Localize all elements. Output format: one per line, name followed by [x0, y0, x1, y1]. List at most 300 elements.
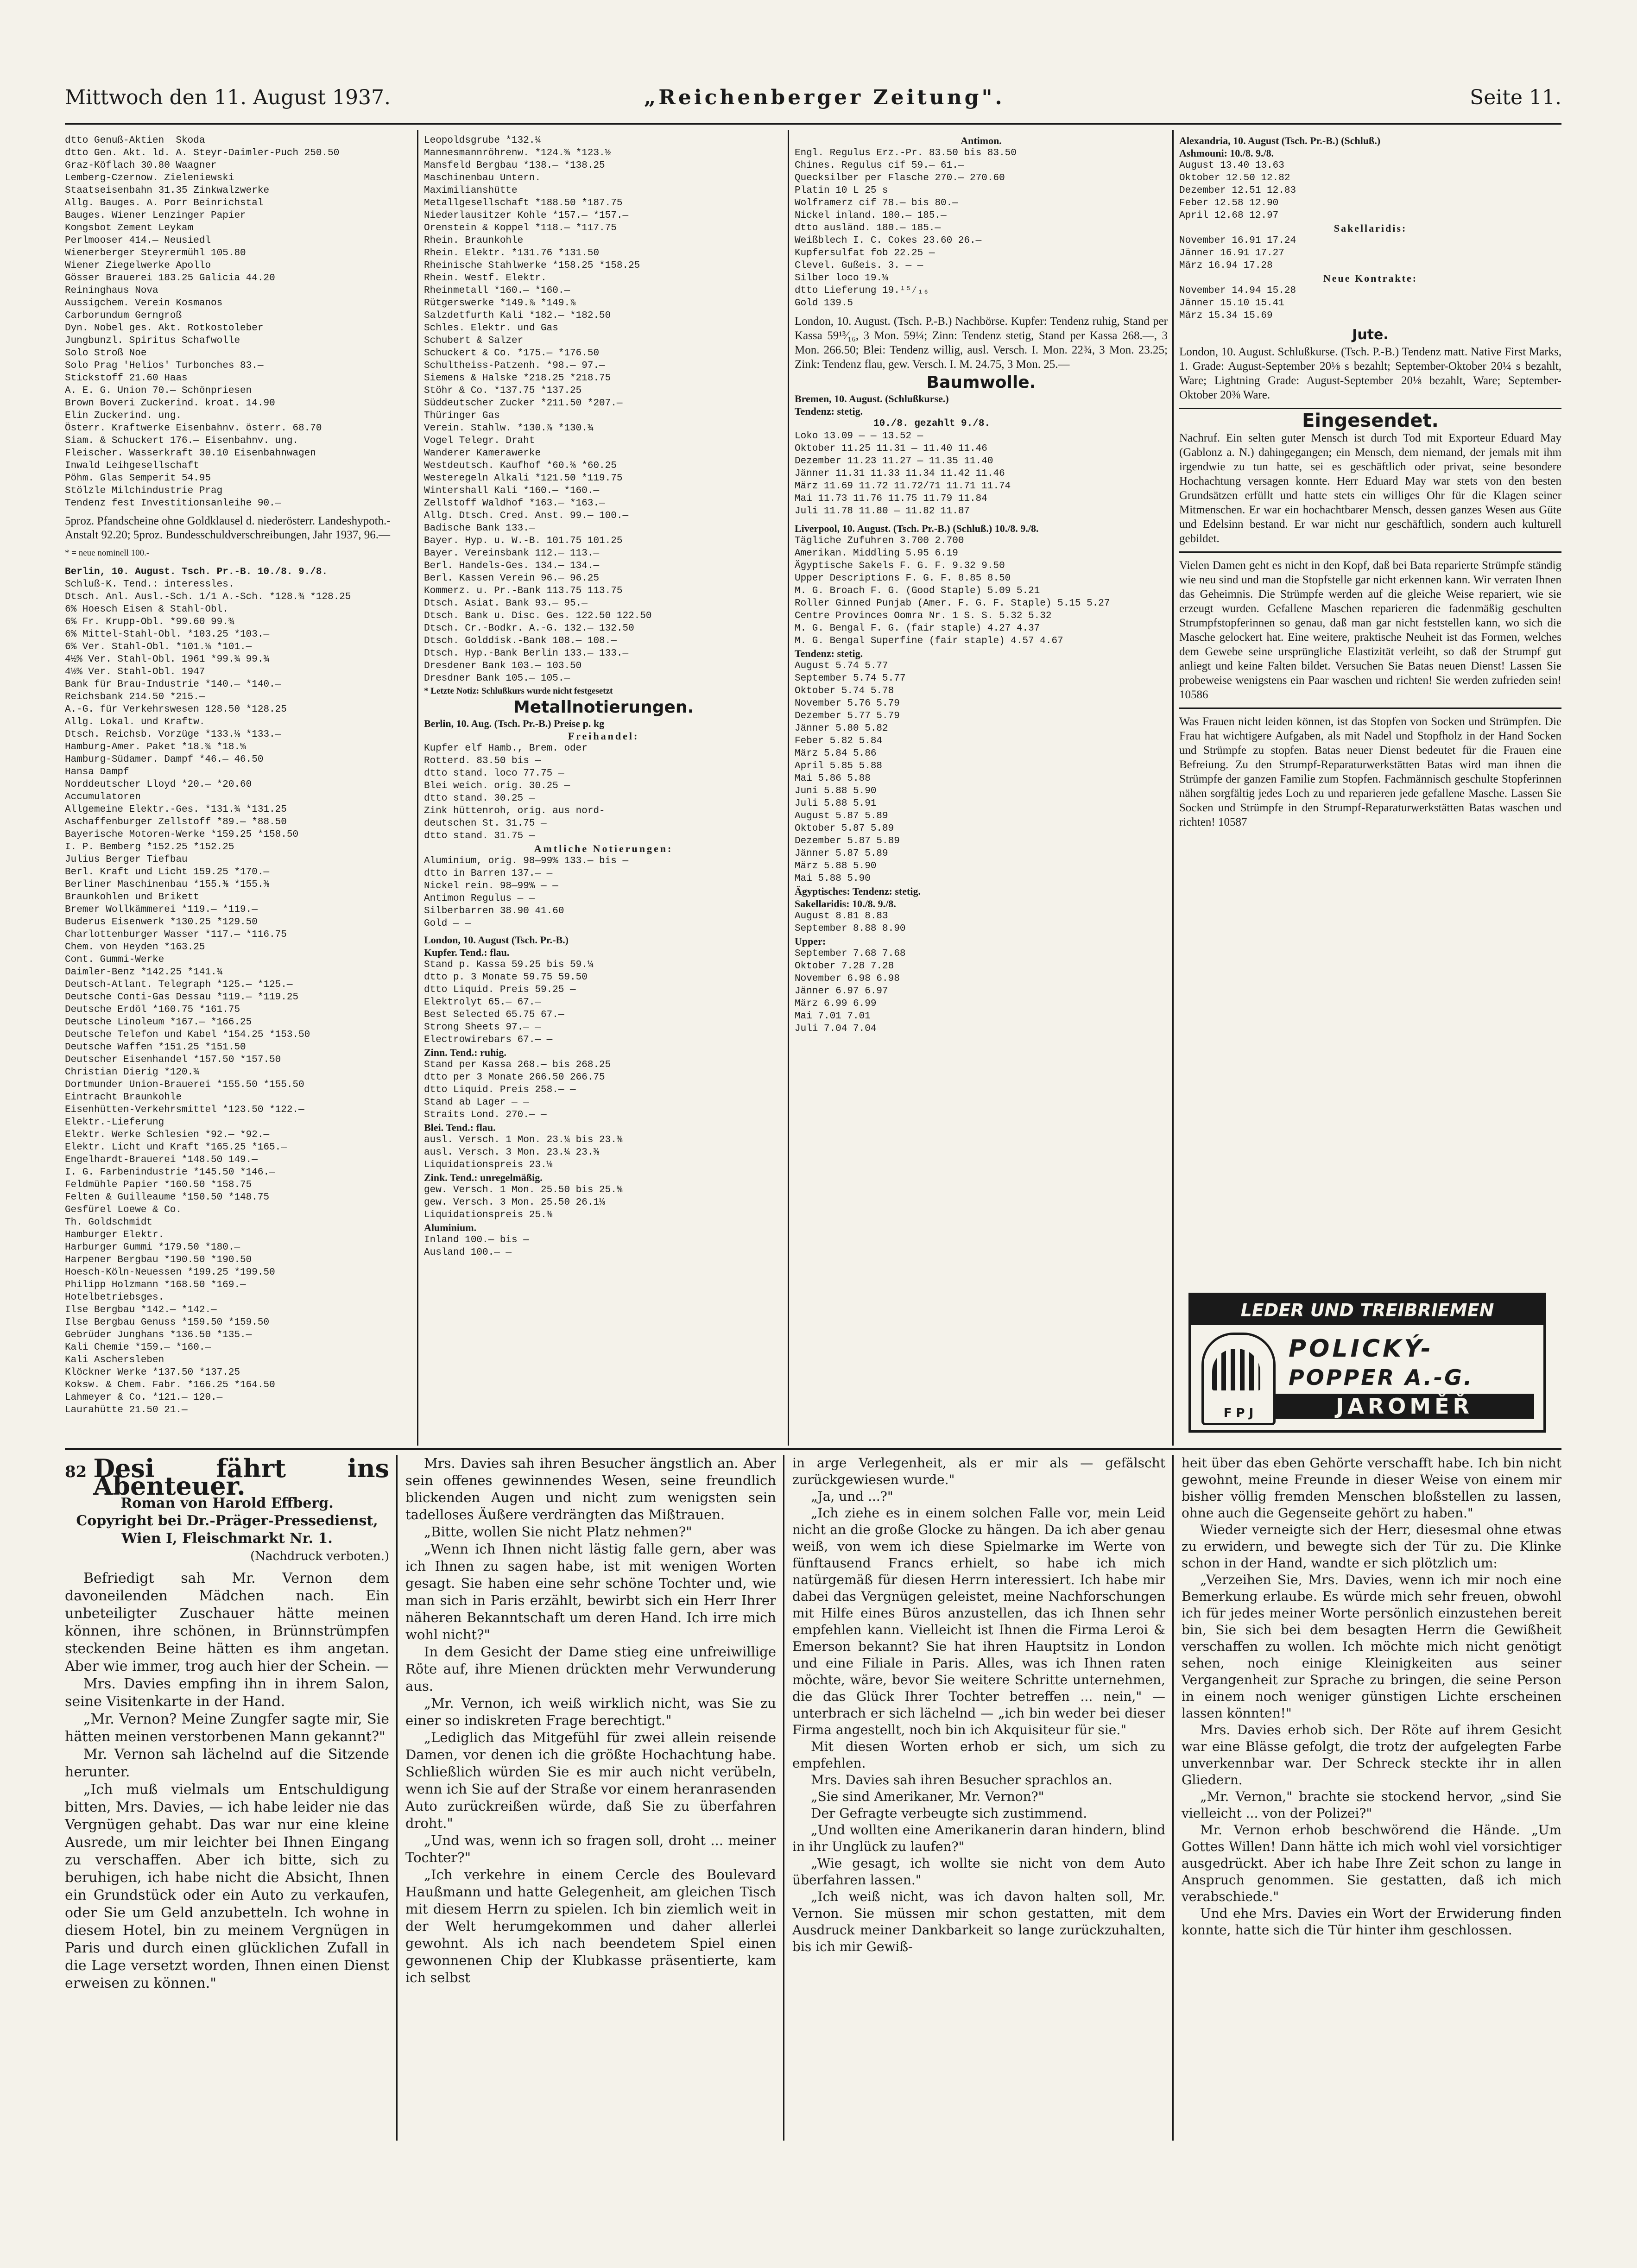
blei-label: Blei. Tend.: flau.: [424, 1122, 496, 1133]
metal-list-c: [424, 959, 783, 1046]
table-row: 4½% Ver. Stahl-Obl. 1947: [65, 667, 205, 677]
metal-list-d: [424, 1059, 783, 1121]
table-row: Laurahütte 21.50 21.—: [65, 1405, 188, 1415]
table-row: 6% Fr. Krupp-Obl. *99.60 99.¾: [65, 617, 234, 627]
table-row: A. E. G. Union 70.— Schönpriesen: [65, 385, 252, 396]
table-row: Gold 139.5: [795, 298, 853, 309]
table-row: dtto Lieferung 19.¹⁵⁄₁₆: [795, 285, 929, 296]
table-row: Leopoldsgrube *132.¼: [424, 135, 541, 146]
table-row: November 16.91 17.24: [1179, 235, 1296, 246]
aluminium-label: Aluminium.: [424, 1222, 477, 1233]
column-1: [65, 134, 410, 1446]
novel-paragraph: heit über das eben Gehörte verschafft habe. Ich bin nicht gewohnt, meine Freunde in dieser Weise von einem mir bisher völlig fremden Menschen bloßstellen zu lassen, ohne auch die Gegenseite gehört zu haben.": [1182, 1455, 1561, 1521]
table-row: Ausland 100.— —: [424, 1247, 512, 1258]
table-row: Kali Aschersleben: [65, 1355, 164, 1365]
novel-paragraph: „Sie sind Amerikaner, Mr. Vernon?": [811, 1789, 1044, 1804]
table-row: Oktober 5.74 5.78: [795, 686, 894, 696]
novel-paragraph: Wieder verneigte sich der Herr, diesesmal ohne etwas zu erwidern, und bewegte sich der Tür zu. Die Klinke schon in der Hand, wandte er sich plötzlich um:: [1182, 1522, 1561, 1571]
table-row: Süddeutscher Zucker *211.50 *207.—: [424, 398, 623, 409]
table-row: Stand per Kassa 268.— bis 268.25: [424, 1060, 611, 1070]
table-row: Nickel inland. 180.— 185.—: [795, 210, 947, 221]
table-row: I. P. Bemberg *152.25 *152.25: [65, 842, 234, 853]
table-row: Badische Bank 133.—: [424, 523, 535, 534]
table-row: März 15.34 15.69: [1179, 310, 1273, 321]
table-row: Brown Boveri Zuckerind. kroat. 14.90: [65, 398, 275, 409]
table-row: Oktober 12.50 12.82: [1179, 173, 1290, 183]
table-row: Jänner 11.31 11.33 11.34 11.42 11.46: [795, 468, 1005, 479]
table-row: Norddeutscher Lloyd *20.— *20.60: [65, 779, 252, 790]
novel-paragraph: „Ich weiß nicht, was ich davon halten soll, Mr. Vernon. Sie müssen mir schon gestatten, mit dem Ausdruck meiner Dankbarkeit so lange zurückzuhalten, bis ich mir Gewiß-: [792, 1889, 1165, 1954]
last-quote-note: * Letzte Notiz: Schlußkurs wurde nicht festgesetzt: [424, 686, 613, 696]
table-row: Wiener Ziegelwerke Apollo: [65, 260, 211, 271]
table-row: April 12.68 12.97: [1179, 210, 1279, 221]
table-row: Hamburger Elektr.: [65, 1230, 164, 1240]
upper-list: [795, 948, 1168, 1035]
table-row: Weißblech I. C. Cokes 23.60 26.—: [795, 235, 982, 246]
table-row: Deutsche Conti-Gas Dessau *119.— *119.25: [65, 992, 299, 1003]
table-row: Siemens & Halske *218.25 *218.75: [424, 373, 611, 384]
table-row: deutschen St. 31.75 —: [424, 818, 547, 829]
novel-paragraph: „Wenn ich Ihnen nicht lästig falle gern, aber was ich Ihnen zu sagen habe, ist mit wenigen Worten gesagt. Sie haben eine sehr schöne Tochter und, wie man sich in Paris erzählt, bewirbt sich ein Herr Ihrer näheren Bekanntschaft um deren Hand. Ich irre mich wohl nicht?": [405, 1541, 776, 1643]
table-row: Accumulatoren: [65, 792, 141, 802]
table-row: Kali Chemie *159.— *160.—: [65, 1342, 211, 1353]
table-row: September 5.74 5.77: [795, 673, 906, 684]
table-row: Upper Descriptions F. G. F. 8.85 8.50: [795, 573, 1011, 584]
table-row: Jänner 5.80 5.82: [795, 723, 888, 734]
table-row: Gold — —: [424, 918, 471, 929]
table-row: Metallgesellschaft *188.50 *187.75: [424, 198, 623, 208]
table-row: Schubert & Salzer: [424, 335, 524, 346]
table-row: Stöhr & Co. *137.75 *137.25: [424, 385, 582, 396]
table-row: Thüringer Gas: [424, 411, 500, 421]
table-row: Harpener Bergbau *190.50 *190.50: [65, 1255, 252, 1265]
table-row: Stickstoff 21.60 Haas: [65, 373, 188, 384]
zinn-label: Zinn. Tend.: ruhig.: [424, 1047, 506, 1058]
new-contracts-list: [1179, 284, 1561, 322]
novel-rule-3: [1172, 1455, 1174, 2141]
table-row: Mai 11.73 11.76 11.75 11.79 11.84: [795, 493, 987, 504]
leather-belt-ad: [1188, 1293, 1546, 1433]
table-row: Carborundum Gerngroß: [65, 310, 182, 321]
table-row: Dortmunder Union-Brauerei *155.50 *155.50: [65, 1080, 304, 1090]
novel-title: Desi fährt ins Abenteuer.: [93, 1453, 389, 1501]
table-row: Th. Goldschmidt: [65, 1217, 153, 1228]
table-row: Felten & Guilleaume *150.50 *148.75: [65, 1192, 270, 1203]
ad-band: LEDER UND TREIBRIEMEN: [1191, 1295, 1543, 1325]
table-row: Dresdner Bank 105.— 105.—: [424, 673, 570, 684]
table-row: 4½% Ver. Stahl-Obl. 1961 *99.¾ 99.¾: [65, 654, 270, 665]
table-row: Blei weich. orig. 30.25 —: [424, 781, 570, 791]
table-row: Strong Sheets 97.— —: [424, 1022, 541, 1033]
new-contracts-header: Neue Kontrakte:: [1323, 272, 1418, 284]
table-row: Bank für Brau-Industrie *140.— *140.—: [65, 679, 281, 690]
table-row: dtto stand. 30.25 —: [424, 793, 535, 804]
table-row: dtto p. 3 Monate 59.75 59.50: [424, 972, 588, 983]
table-row: gew. Versch. 3 Mon. 25.50 26.1⅛: [424, 1197, 605, 1208]
table-row: Kupfer elf Hamb., Brem. oder: [424, 743, 588, 754]
novel-paragraph: „Verzeihen Sie, Mrs. Davies, wenn ich mir noch eine Bemerkung erlaube. Es würde mich sehr freuen, obwohl ich für jedes meiner Worte persönlich einzustehen bereit bin, Sie sich bei dem besagten Herrn die Gewißheit verschaffen zu wollen. Ich möchte mich nicht genötigt sehen, noch einige Kleinigkeiten aus seiner Vergangenheit zur Sprache zu bringen, die seine Person in einem noch weniger günstigen Lichte erscheinen lassen könnten!": [1182, 1572, 1561, 1721]
novel-paragraph: Mr. Vernon sah lächelnd auf die Sitzende herunter.: [65, 1746, 389, 1780]
table-row: dtto Liquid. Preis 59.25 —: [424, 985, 576, 995]
novel-paragraph: Mrs. Davies empfing ihn in ihrem Salon, seine Visitenkarte in der Hand.: [65, 1676, 389, 1710]
table-row: Staatseisenbahn 31.35 Zinkwalzwerke: [65, 185, 270, 196]
table-row: ausl. Versch. 3 Mon. 23.¼ 23.⅜: [424, 1147, 600, 1158]
table-row: Allg. Dtsch. Cred. Anst. 99.— 100.—: [424, 511, 629, 521]
column-rule-3: [1172, 130, 1174, 1446]
table-row: Oktober 11.25 11.31 — 11.40 11.46: [795, 443, 987, 454]
table-row: Elektrolyt 65.— 67.—: [424, 997, 541, 1008]
novel-paragraph: „Ich muß vielmals um Entschuldigung bitten, Mrs. Davies, — ich habe leider nie das Vergnügen gehabt. Das war nur eine kleine Ausrede, um mir leichter bei Ihnen Eingang zu verschaffen. Aber ich bitte, sich zu beruhigen, ich habe nicht die Absicht, Ihnen ein Grundstück oder ein Auto zu verkaufen, oder Sie um Geld anzubetteln. Ich wohne in diesem Hotel, bin zu meinem Vergnügen in Paris und durch einen glücklichen Zufall in die Lage versetzt worden, Ihnen einen Dienst erweisen zu können.": [65, 1782, 389, 1991]
table-row: gew. Versch. 1 Mon. 25.50 bis 25.⅝: [424, 1185, 623, 1195]
novel-paragraph: „Wie gesagt, ich wollte sie nicht von dem Auto überfahren lassen.": [792, 1856, 1165, 1888]
table-row: Koksw. & Chem. Fabr. *166.25 *164.50: [65, 1380, 275, 1390]
table-row: Stand p. Kassa 59.25 bis 59.¼: [424, 960, 594, 970]
table-row: Aussigchem. Verein Kosmanos: [65, 298, 223, 309]
bremen-columns: 10./8. gezahlt 9./8.: [873, 418, 991, 429]
novel-paragraph: „Ja, und ...?": [811, 1489, 893, 1504]
table-row: Juli 5.88 5.91: [795, 798, 877, 809]
novel-paragraph: „Lediglich das Mitgefühl für zwei allein reisende Damen, vor denen ich die größte Hochachtung habe. Schließlich würden Sie es mir auch nicht verübeln, wenn ich Sie auf der Straße vor einem heranrasenden Auto zurückreißen würde, daß Sie zu überfahren droht.": [405, 1730, 776, 1831]
sakell-list: [1179, 234, 1561, 272]
stock-list-berlin: [65, 578, 410, 1416]
table-row: Dtsch. Reichsb. Vorzüge *133.⅛ *133.—: [65, 729, 281, 740]
table-row: Mai 7.01 7.01: [795, 1011, 871, 1022]
table-row: Juni 5.88 5.90: [795, 786, 877, 796]
ad-city: JAROMĚŘ: [1275, 1394, 1534, 1419]
table-row: Dezember 12.51 12.83: [1179, 185, 1296, 196]
table-row: Pöhm. Glas Semperit 54.95: [65, 473, 211, 484]
table-row: dtto ausländ. 180.— 185.—: [795, 223, 941, 234]
table-row: März 5.88 5.90: [795, 861, 877, 872]
novel-paragraph: „Ich verkehre in einem Cercle des Boulevard Haußmann und hatte Gelegenheit, am gleichen Tisch mit diesem Herrn zu spielen. Ich bin ziemlich weit in der Welt herumgekommen und daher allerlei gewohnt. Als ich nach beendetem Spiel einen gewonnenen Chip der Klubkasse präsentierte, kam ich selbst: [405, 1867, 776, 1985]
table-row: Ägyptische Sakels F. G. F. 9.32 9.50: [795, 561, 1005, 571]
header-date: Mittwoch den 11. August 1937.: [65, 86, 391, 109]
alexandria-header: Alexandria, 10. August (Tsch. Pr.-B.) (Schluß.): [1179, 135, 1381, 146]
table-row: Wienerberger Steyrermühl 105.80: [65, 248, 246, 259]
sakell-header: Sakellaridis:: [1334, 222, 1407, 234]
table-row: Rheinmetall *160.— *160.—: [424, 285, 570, 296]
table-row: Cont. Gummi-Werke: [65, 954, 164, 965]
ad-logo-text: F P J: [1223, 1406, 1254, 1420]
table-row: dtto stand. 31.75 —: [424, 831, 535, 841]
liverpool-tendency: Tendenz: stetig.: [795, 648, 863, 659]
table-row: Deutsche Waffen *151.25 *151.50: [65, 1042, 246, 1053]
table-row: Amerikan. Middling 5.95 6.19: [795, 548, 958, 559]
table-row: Silberbarren 38.90 41.60: [424, 906, 564, 916]
table-row: Engelhardt-Brauerei *148.50 149.—: [65, 1155, 258, 1165]
table-row: ausl. Versch. 1 Mon. 23.¼ bis 23.⅜: [424, 1135, 623, 1145]
table-row: Deutsch-Atlant. Telegraph *125.— *125.—: [65, 979, 293, 990]
section-rule: [65, 1448, 1561, 1450]
table-row: Juli 11.78 11.80 — 11.82 11.87: [795, 506, 970, 517]
table-row: November 14.94 15.28: [1179, 285, 1296, 296]
table-row: dtto Liquid. Preis 258.— —: [424, 1085, 576, 1095]
table-row: Klöckner Werke *137.50 *137.25: [65, 1367, 240, 1378]
jute-text: London, 10. August. Schlußkurse. (Tsch. P.-B.) Tendenz matt. Native First Marks, 1. Grade: August-September 20⅛ s bezahlt; September-Oktober 20¼ s bezahlt, Ware; Lightning Grade: August-September 20⅛ bezahlt, Ware; September-Oktober 20⅜ Ware.: [1179, 346, 1561, 401]
table-row: Solo Stroß Noe: [65, 348, 147, 359]
novel-paragraph: Mit diesen Worten erhob er sich, um sich zu empfehlen.: [792, 1739, 1165, 1771]
eingesendet-title: Eingesendet.: [1302, 410, 1439, 431]
table-row: Bayer. Vereinsbank 112.— 113.—: [424, 548, 600, 559]
novel-subtitle: Roman von Harold Effberg.: [120, 1495, 334, 1511]
table-row: Allg. Bauges. A. Porr Beinrichstal: [65, 198, 264, 208]
table-row: Dtsch. Cr.-Bodkr. A.-G. 132.— 132.50: [424, 623, 634, 634]
table-row: März 6.99 6.99: [795, 998, 877, 1009]
table-row: März 11.69 11.72 11.72/71 11.71 11.74: [795, 481, 1011, 492]
table-row: Rotterd. 83.50 bis —: [424, 756, 541, 766]
table-row: Clevel. Gußeis. 3. — —: [795, 260, 923, 271]
table-row: Philipp Holzmann *168.50 *169.—: [65, 1280, 246, 1290]
metal-london-header: London, 10. August (Tsch. Pr.-B.): [424, 934, 569, 946]
sakellaridis-header: Sakellaridis: 10./8. 9./8.: [795, 898, 896, 910]
novel-paragraph: Mrs. Davies sah ihren Besucher ängstlich an. Aber sein offenes gewinnendes Wesen, seine freundlich blickenden Augen und nicht zum wenigsten sein tadelloses Äußere verdrängten das Mißtrauen.: [405, 1455, 776, 1523]
table-row: Charlottenburger Wasser *117.— *116.75: [65, 929, 287, 940]
table-row: Dezember 5.77 5.79: [795, 711, 900, 721]
table-row: Chines. Regulus cif 59.— 61.—: [795, 160, 964, 171]
table-row: Bayer. Hyp. u. W.-B. 101.75 101.25: [424, 536, 623, 546]
novel-column-1: [65, 1453, 389, 2145]
table-row: Loko 13.09 — — 13.52 —: [795, 431, 923, 442]
table-row: Best Selected 65.75 67.—: [424, 1010, 564, 1020]
table-row: Fleischer. Wasserkraft 30.10 Eisenbahnwagen: [65, 448, 316, 459]
bremen-tendency: Tendenz: stetig.: [795, 405, 863, 417]
table-row: Daimler-Benz *142.25 *141.¾: [65, 967, 223, 978]
table-row: Julius Berger Tiefbau: [65, 854, 188, 865]
ad-company-line-2: POPPER A.-G.: [1289, 1365, 1474, 1390]
table-row: 6% Mittel-Stahl-Obl. *103.25 *103.—: [65, 629, 270, 640]
table-row: Feber 5.82 5.84: [795, 736, 883, 746]
novel-column-2: [405, 1455, 776, 2141]
table-row: Bremer Wollkämmerei *119.— *119.—: [65, 904, 258, 915]
london-aftermarket-text: London, 10. August. (Tsch. P.-B.) Nachbörse. Kupfer: Tendenz ruhig, Stand per Kassa 59¹³⁄₁₆, 3 Mon. 59¼; Zinn: Tendenz stetig, Stand per Kassa 268.—, 3 Mon. 266.50; Blei: Tendenz willig, ausl. Versch. I. Mon. 22¾, 3 Mon. 23.25; Zink: Tendenz flau, gew. Versch. I. M. 24.75, 3 Mon. 25.—: [795, 315, 1168, 371]
table-row: August 5.87 5.89: [795, 811, 888, 821]
table-row: Westdeutsch. Kaufhof *60.⅜ *60.25: [424, 461, 617, 471]
table-row: Schles. Elektr. und Gas: [424, 323, 558, 334]
column-rule-1: [417, 130, 418, 1446]
liverpool-list: [795, 535, 1168, 647]
table-row: dtto stand. loco 77.75 —: [424, 768, 564, 779]
table-row: Hamburg-Südamer. Dampf *46.— 46.50: [65, 754, 264, 765]
table-row: Stand ab Lager — —: [424, 1097, 529, 1108]
freihandel-label: Freihandel:: [568, 730, 639, 742]
table-row: Lemberg-Czernow. Zieleniewski: [65, 173, 234, 183]
table-row: Eisenhütten-Verkehrsmittel *123.50 *122.—: [65, 1105, 304, 1115]
table-row: Roller Ginned Punjab (Amer. F. G. F. Staple) 5.15 5.27: [795, 598, 1110, 609]
table-row: Jänner 15.10 15.41: [1179, 298, 1284, 309]
table-row: Deutsche Telefon und Kabel *154.25 *153.50: [65, 1030, 310, 1040]
column-3: [795, 134, 1168, 1446]
table-row: Stölzle Milchindustrie Prag: [65, 486, 223, 496]
table-row: September 8.88 8.90: [795, 923, 906, 934]
novel-paragraph: „Mr. Vernon," brachte sie stockend hervor, „sind Sie vielleicht ... von der Polizei?": [1182, 1789, 1561, 1821]
bata-rule: [1179, 708, 1561, 709]
novel-rule-2: [783, 1455, 784, 2141]
table-row: Maschinenbau Untern.: [424, 173, 541, 183]
ashmouni-header: Ashmouni: 10./8. 9./8.: [1179, 147, 1274, 159]
table-row: Rhein. Westf. Elektr.: [424, 273, 547, 284]
table-row: dtto Genuß-Aktien Skoda: [65, 135, 205, 146]
table-row: Engl. Regulus Erz.-Pr. 83.50 bis 83.50: [795, 148, 1017, 158]
column-4: [1179, 134, 1561, 1446]
table-row: Feber 12.58 12.90: [1179, 198, 1279, 208]
table-row: Österr. Kraftwerke Eisenbahnv. österr. 68.70: [65, 423, 322, 434]
table-row: Tendenz fest Investitionsanleihe 90.—: [65, 498, 281, 509]
novel-paragraph: Mrs. Davies erhob sich. Der Röte auf ihrem Gesicht war eine Blässe gefolgt, die trotz der aufgelegten Farbe unverkennbar war. Der Schreck steckte ihr in allen Gliedern.: [1182, 1722, 1561, 1788]
antimon-title: Antimon.: [961, 135, 1002, 146]
baumwolle-title: Baumwolle.: [926, 373, 1036, 392]
table-row: Maximilianshütte: [424, 185, 518, 196]
table-row: dtto in Barren 137.— —: [424, 868, 553, 879]
table-row: Rhein. Elektr. *131.76 *131.50: [424, 248, 600, 259]
table-row: Dezember 11.23 11.27 — 11.35 11.40: [795, 456, 993, 467]
table-row: Siam. & Schuckert 176.— Eisenbahnv. ung.: [65, 436, 299, 446]
table-row: Ilse Bergbau Genuss *159.50 *159.50: [65, 1317, 270, 1328]
table-row: A.-G. für Verkehrswesen 128.50 *128.25: [65, 704, 287, 715]
jute-rule: [1179, 408, 1561, 409]
antimon-list: [795, 147, 1168, 310]
table-row: Hotelbetriebsges.: [65, 1292, 164, 1303]
column-2: [424, 134, 783, 1446]
header-rule: [65, 123, 1561, 125]
column-rule-2: [788, 130, 789, 1446]
table-row: Centre Provinces Oomra Nr. 1 S. S. 5.32 5.32: [795, 611, 1052, 621]
table-row: Westeregeln Alkali *121.50 *119.75: [424, 473, 623, 484]
table-row: Christian Dierig *120.¾: [65, 1067, 199, 1078]
table-row: Dtsch. Bank u. Disc. Ges. 122.50 122.50: [424, 611, 652, 621]
table-row: Buderus Eisenwerk *130.25 *129.50: [65, 917, 258, 928]
table-row: Graz-Köflach 30.80 Waagner: [65, 160, 217, 171]
novel-column-3: [792, 1455, 1165, 2141]
sakellaridis-list: [795, 910, 1168, 935]
upper-header: Upper:: [795, 935, 826, 947]
table-row: August 13.40 13.63: [1179, 160, 1284, 171]
bond-note: 5proz. Pfandscheine ohne Goldklausel d. niederösterr. Landeshypoth.-Anstalt 92.20; 5proz. Bundesschuldverschreibungen, Jahr 1937, 96.—: [65, 515, 391, 541]
table-row: Kupfersulfat fob 22.25 —: [795, 248, 935, 259]
table-row: Verein. Stahlw. *130.⅞ *130.¾: [424, 423, 594, 434]
table-row: Harburger Gummi *179.50 *180.—: [65, 1242, 240, 1253]
table-row: Berl. Handels-Ges. 134.— 134.—: [424, 561, 600, 571]
novel-rule-1: [396, 1455, 398, 2141]
table-row: Deutscher Eisenhandel *157.50 *157.50: [65, 1055, 281, 1065]
header-paper-name: „Reichenberger Zeitung".: [644, 86, 1005, 109]
table-row: Antimon Regulus — —: [424, 893, 535, 904]
table-row: Elektr.-Lieferung: [65, 1117, 164, 1128]
novel-paragraph: Und ehe Mrs. Davies ein Wort der Erwiderung finden konnte, hatte sich die Tür hinter ihm geschlossen.: [1182, 1906, 1561, 1938]
obituary-rule: [1179, 551, 1561, 553]
table-row: November 6.98 6.98: [795, 973, 900, 984]
table-row: Bayerische Motoren-Werke *159.25 *158.50: [65, 829, 299, 840]
table-row: Elektr. Werke Schlesien *92.— *92.—: [65, 1130, 270, 1140]
table-row: Allgemeine Elektr.-Ges. *131.¾ *131.25: [65, 804, 287, 815]
metal-berlin-header: Berlin, 10. Aug. (Tsch. Pr.-B.) Preise p. kg: [424, 718, 605, 729]
ad-logo-icon: [1201, 1333, 1276, 1425]
stock-list-berlin-2: [424, 134, 783, 685]
novel-paragraph: „Bitte, wollen Sie nicht Platz nehmen?": [424, 1524, 692, 1540]
table-row: Jänner 16.91 17.27: [1179, 248, 1284, 259]
amtliche-label: Amtliche Notierungen:: [534, 843, 673, 854]
bremen-list: [795, 430, 1168, 518]
bond-footnote: * = neue nominell 100.-: [65, 548, 150, 558]
table-row: Tägliche Zufuhren 3.700 2.700: [795, 536, 964, 546]
table-row: Quecksilber per Flasche 270.— 270.60: [795, 173, 1005, 183]
berlin-header: Berlin, 10. August. Tsch. Pr.-B. 10./8. 9./8.: [65, 567, 328, 577]
novel-copyright: Copyright bei Dr.-Präger-Pressedienst, Wien I, Fleischmarkt Nr. 1.: [76, 1513, 378, 1547]
table-row: Hansa Dampf: [65, 767, 129, 777]
novel-paragraph: „Ich ziehe es in einem solchen Falle vor, mein Leid nicht an die große Glocke zu hängen. Da ich aber genau weiß, von wem ich diese Spielmarke im Werte von fünftausend Francs erhielt, so habe ich mich natürgemäß für diesen Herrn interessiert. Ich habe mir dabei das Vergnügen geleistet, meine Nachforschungen mit Hilfe eines Büros anzustellen, das ich Ihnen sehr empfehlen kann. Vielleicht ist Ihnen die Firma Leroi & Emerson bekannt? Sie hat ihren Hauptsitz in London und eine Filiale in Paris. Alles, was ich Ihnen raten möchte, wäre, bevor Sie weitere Schritte unternehmen, die das Glück Ihrer Tochter betreffen ... nein," — unterbrach er sich lächelnd — „ich bin weder bei dieser Firma angestellt, noch bin ich Akquisiteur für sie.": [792, 1505, 1165, 1737]
novel-paragraph: Befriedigt sah Mr. Vernon dem davoneilenden Mädchen nach. Ein unbeteiligter Zuschauer hätte meinen können, ihre schönen, in Brünnstrümpfen steckenden Beine hätten es ihm angetan. Aber wie immer, trog auch hier der Schein. —: [65, 1570, 389, 1674]
table-row: Schultheiss-Patzenh. *98.— 97.—: [424, 360, 605, 371]
table-row: Zellstoff Waldhof *163.— *163.—: [424, 498, 605, 509]
table-row: Berl. Kraft und Licht 159.25 *170.—: [65, 867, 270, 878]
table-row: Oktober 7.28 7.28: [795, 961, 894, 972]
table-row: Hamburg-Amer. Paket *18.¾ *18.⅝: [65, 742, 246, 752]
table-row: Bauges. Wiener Lenzinger Papier: [65, 210, 246, 221]
table-row: Zink hüttenroh, orig. aus nord-: [424, 806, 605, 816]
table-row: Dtsch. Anl. Ausl.-Sch. 1/1 A.-Sch. *128.¾ *128.25: [65, 592, 351, 602]
table-row: Nickel rein. 98—99% — —: [424, 881, 558, 891]
novel-installment-number: 82: [65, 1463, 87, 1481]
table-row: Platin 10 L 25 s: [795, 185, 888, 196]
table-row: M. G. Bengal F. G. (fair staple) 4.27 4.37: [795, 623, 1040, 634]
table-row: M. G. Broach F. G. (Good Staple) 5.09 5.21: [795, 586, 1040, 596]
table-row: Deutsche Erdöl *160.75 *161.75: [65, 1004, 240, 1015]
table-row: Silber loco 19.⅛: [795, 273, 888, 284]
table-row: Rhein. Braunkohle: [424, 235, 524, 246]
table-row: Gebrüder Junghans *136.50 *135.—: [65, 1330, 252, 1340]
egyptian-header: Ägyptisches: Tendenz: stetig.: [795, 885, 921, 897]
table-row: Liquidationspreis 25.⅜: [424, 1210, 553, 1220]
table-row: Aluminium, orig. 98—99% 133.— bis —: [424, 856, 629, 866]
table-row: November 5.76 5.79: [795, 698, 900, 709]
table-row: Dtsch. Golddisk.-Bank 108.— 108.—: [424, 636, 617, 646]
table-row: Orenstein & Koppel *118.— *117.75: [424, 223, 617, 234]
zink-label: Zink. Tend.: unregelmäßig.: [424, 1172, 543, 1183]
table-row: Vogel Telegr. Draht: [424, 436, 535, 446]
table-row: September 7.68 7.68: [795, 948, 906, 959]
table-row: Kommerz. u. Pr.-Bank 113.75 113.75: [424, 586, 623, 596]
table-row: Dezember 5.87 5.89: [795, 836, 900, 847]
table-row: Reininghaus Nova: [65, 285, 158, 296]
table-row: Jänner 5.87 5.89: [795, 848, 888, 859]
table-row: Solo Prag 'Helios' Turbonches 83.—: [65, 360, 264, 371]
table-row: 6% Hoesch Eisen & Stahl-Obl.: [65, 604, 228, 615]
table-row: August 8.81 8.83: [795, 911, 888, 922]
table-row: Wolframerz cif 78.— bis 80.—: [795, 198, 958, 208]
table-row: Eintracht Braunkohle: [65, 1092, 182, 1103]
metal-list-e: [424, 1134, 783, 1171]
table-row: M. G. Bengal Superfine (fair staple) 4.57 4.67: [795, 636, 1063, 646]
table-row: Dresdener Bank 103.— 103.50: [424, 661, 582, 671]
novel-paragraph: In dem Gesicht der Dame stieg eine unfreiwillige Röte auf, ihre Mienen drückten mehr Verwunderung aus.: [405, 1644, 776, 1694]
page-header: [65, 86, 1561, 118]
novel-paragraph: Mr. Vernon erhob beschwörend die Hände. „Um Gottes Willen! Dann hätte ich mich wohl viel vorsichtiger ausgedrückt. Aber ich habe Ihre Zeit schon zu lange in Anspruch genommen. Sie gestatten, daß ich mich verabschiede.": [1182, 1822, 1561, 1904]
table-row: Lahmeyer & Co. *121.— 120.—: [65, 1392, 223, 1403]
table-row: Mai 5.88 5.90: [795, 873, 871, 884]
novel-paragraph: Mrs. Davies sah ihren Besucher sprachlos an.: [811, 1772, 1112, 1788]
table-row: Elin Zuckerind. ung.: [65, 411, 182, 421]
table-row: März 5.84 5.86: [795, 748, 877, 759]
table-row: Dtsch. Hyp.-Bank Berlin 133.— 133.—: [424, 648, 629, 659]
table-row: Gösser Brauerei 183.25 Galicia 44.20: [65, 273, 275, 284]
table-row: Perlmooser 414.— Neusiedl: [65, 235, 211, 246]
table-row: Dyn. Nobel ges. Akt. Rotkostoleber: [65, 323, 264, 334]
table-row: Reichsbank 214.50 *215.—: [65, 692, 205, 702]
kupfer-label: Kupfer. Tend.: flau.: [424, 947, 510, 958]
table-row: Inland 100.— bis —: [424, 1235, 529, 1245]
table-row: I. G. Farbenindustrie *145.50 *146.—: [65, 1167, 275, 1178]
table-row: April 5.85 5.88: [795, 761, 883, 771]
header-page-number: Seite 11.: [1470, 86, 1561, 109]
